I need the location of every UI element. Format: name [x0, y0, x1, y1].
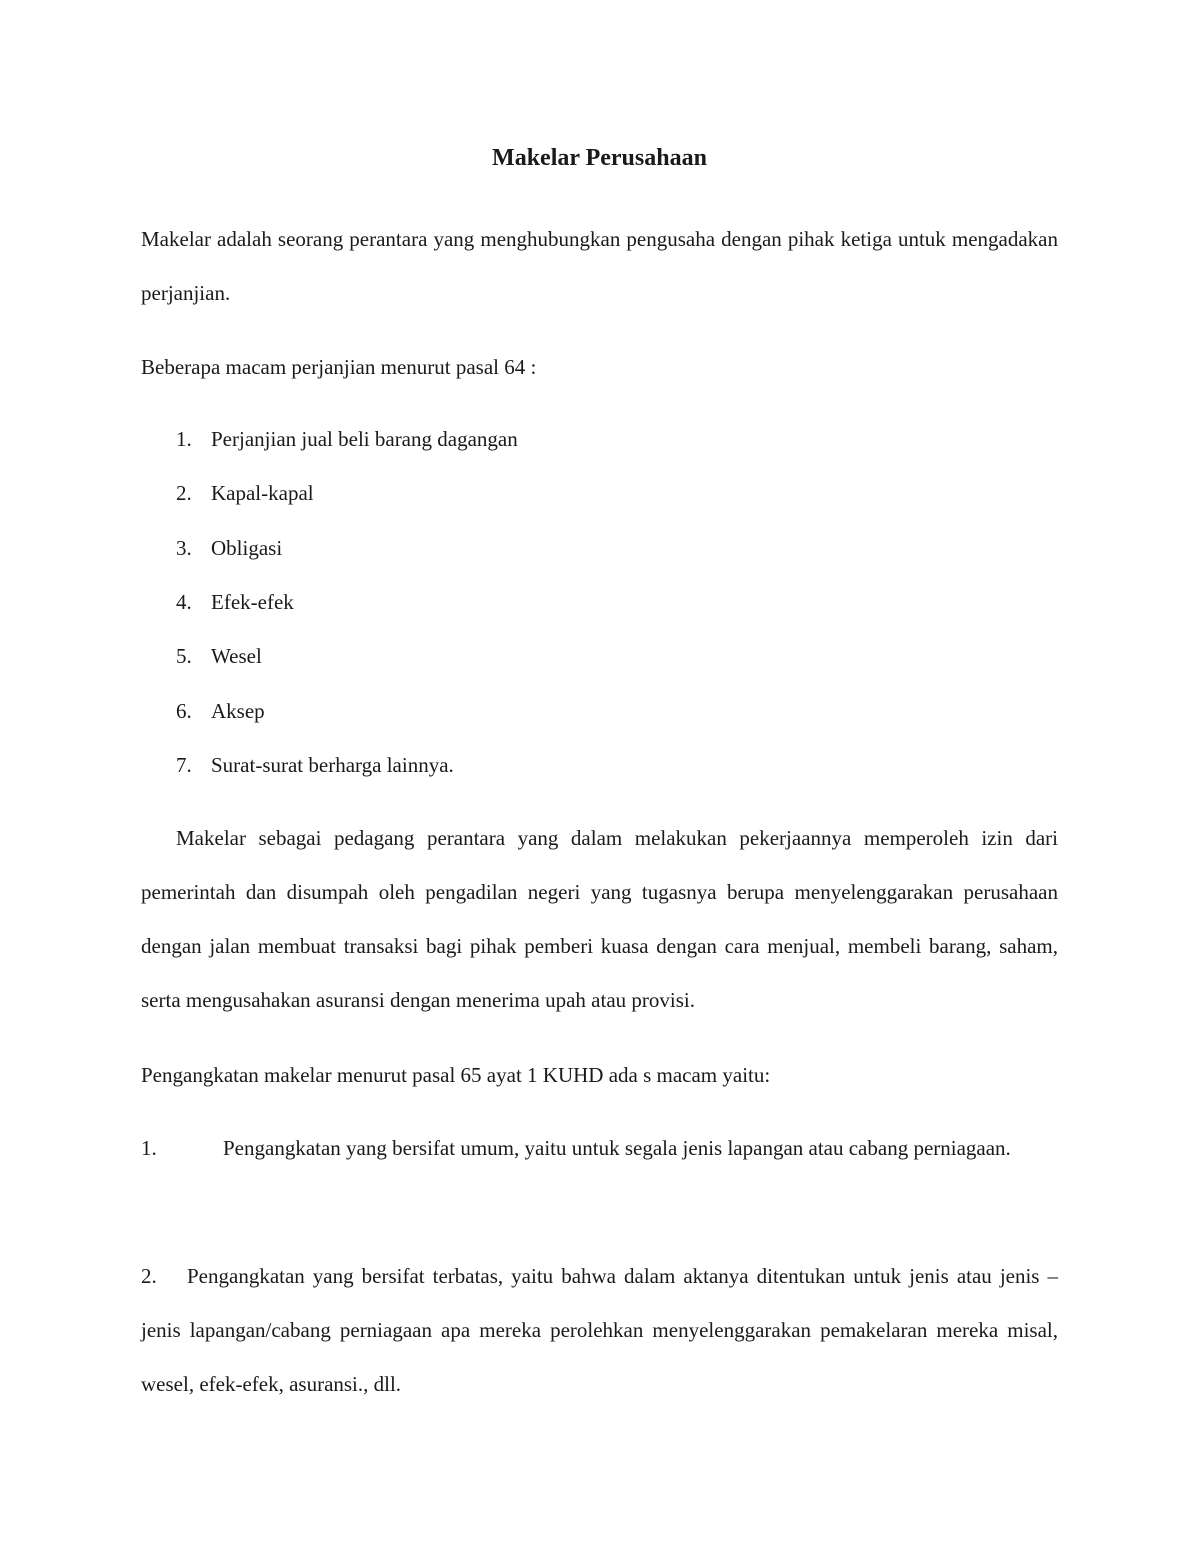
list-item-number: 5. [176, 644, 192, 668]
list-item-text: Aksep [211, 699, 265, 723]
appointment-item [141, 1121, 1058, 1175]
list-item-number: 4. [176, 590, 192, 614]
list-item-text: Obligasi [211, 536, 283, 560]
list-intro: Beberapa macam perjanjian menurut pasal 64 : [141, 355, 537, 379]
list-item [176, 575, 294, 629]
list-item-number: 3. [176, 536, 192, 560]
appointment-text: Pengangkatan yang bersifat terbatas, yaitu bahwa dalam aktanya ditentukan untuk jenis atau jenis – jenis lapangan/cabang perniagaan apa mereka perolehkan menyelenggarakan pemakelaran mereka misal, wesel, efek-efek, asuransi., dll. [141, 1264, 1058, 1396]
list-item [176, 629, 262, 683]
document-title: Makelar Perusahaan [492, 145, 707, 171]
list-item-text: Wesel [211, 644, 262, 668]
list-item-text: Kapal-kapal [211, 481, 314, 505]
list-item-text: Efek-efek [211, 590, 294, 614]
appointment-intro: Pengangkatan makelar menurut pasal 65 ayat 1 KUHD ada s macam yaitu: [141, 1063, 771, 1087]
list-item-text: Surat-surat berharga lainnya. [211, 753, 454, 777]
list-item [176, 521, 282, 575]
intro-paragraph: Makelar adalah seorang perantara yang menghubungkan pengusaha dengan pihak ketiga untuk mengadakan perjanjian. [141, 227, 1058, 305]
list-item-number: 1. [176, 427, 192, 451]
appointment-number: 2. [141, 1264, 157, 1288]
list-item-number: 6. [176, 699, 192, 723]
list-item [176, 684, 265, 738]
list-item-number: 2. [176, 481, 192, 505]
appointment-number: 1. [141, 1136, 157, 1160]
list-item-number: 7. [176, 753, 192, 777]
list-item [176, 738, 454, 792]
appointment-text: Pengangkatan yang bersifat umum, yaitu untuk segala jenis lapangan atau cabang perniagaan. [223, 1136, 1011, 1160]
list-item [176, 466, 314, 520]
body-paragraph: Makelar sebagai pedagang perantara yang dalam melakukan pekerjaannya memperoleh izin dari pemerintah dan disumpah oleh pengadilan negeri yang tugasnya berupa menyelenggarakan perusahaan dengan jalan membuat transaksi bagi pihak pemberi kuasa dengan cara menjual, membeli barang, saham, serta mengusahakan asuransi dengan menerima upah atau provisi. [141, 826, 1058, 1012]
appointment-item [141, 1249, 1058, 1411]
list-item-text: Perjanjian jual beli barang dagangan [211, 427, 518, 451]
list-item [176, 412, 518, 466]
